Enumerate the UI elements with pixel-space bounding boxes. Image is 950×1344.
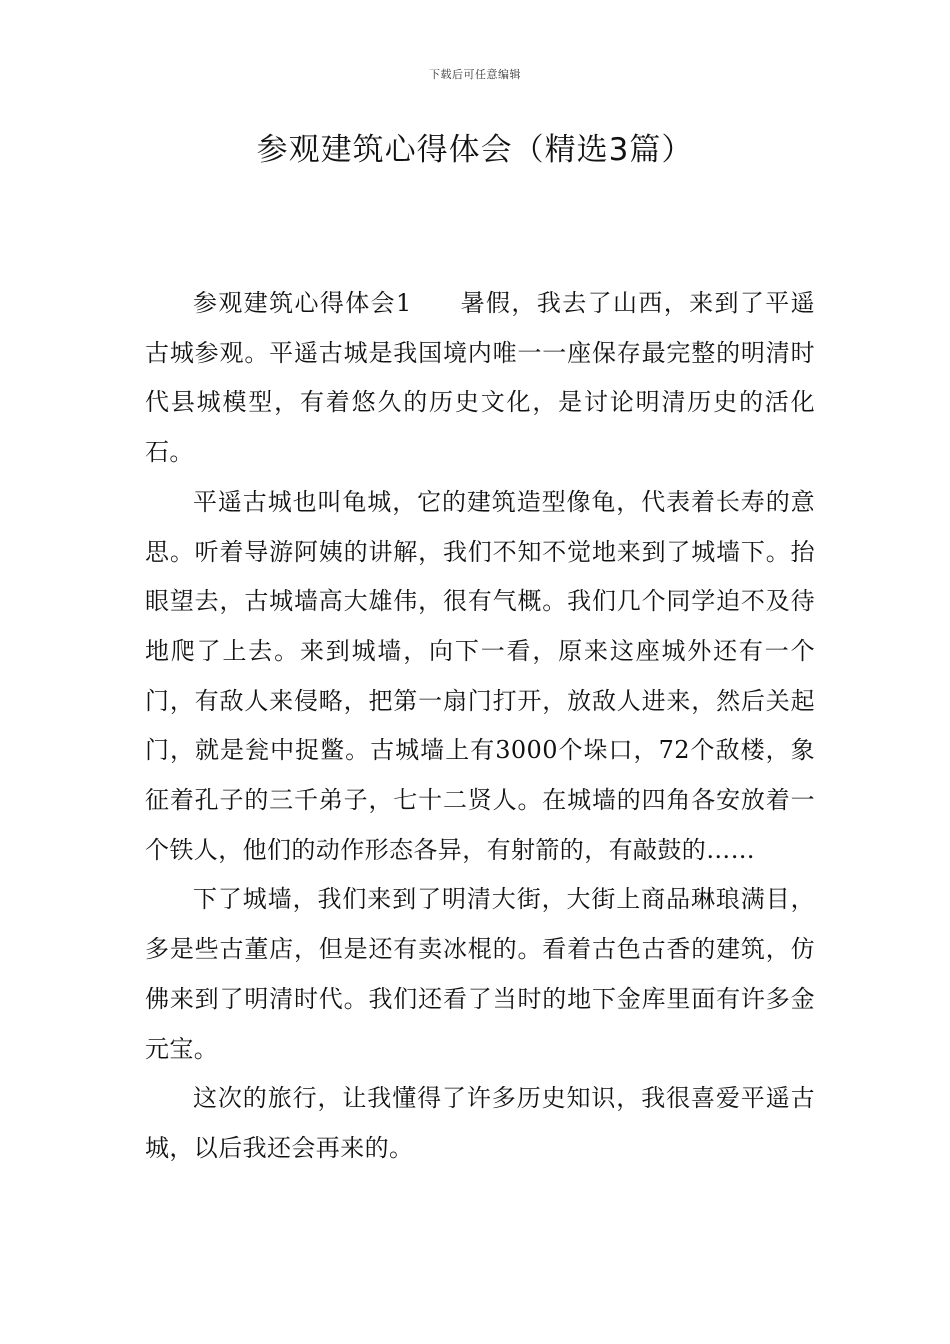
paragraph-4: 这次的旅行，让我懂得了许多历史知识，我很喜爱平遥古城，以后我还会再来的。 <box>145 1084 815 1162</box>
paragraph-1 <box>145 279 815 478</box>
paragraph-2: 平遥古城也叫龟城，它的建筑造型像龟，代表着长寿的意思。听着导游阿姨的讲解，我们不知不觉地来到了城墙下。抬眼望去，古城墙高大雄伟，很有气概。我们几个同学迫不及待地爬了上去。来到城墙，向下一看，原来这座城外还有一个门，有敌人来侵略，把第一扇门打开，放敌人进来，然后关起门，就是瓮中捉鳖。古城墙上有3000个垛口，72个敌楼，象征着孔子的三千弟子，七十二贤人。在城墙的四角各安放着一个铁人，他们的动作形态各异，有射箭的，有敲鼓的…… <box>145 487 815 864</box>
paragraph-text: 暑假，我去了山西，来到了平遥古城参观。平遥古城是我国境内唯一一座保存最完整的明清时代县城模型，有着悠久的历史文化，是讨论明清历史的活化石。 <box>145 289 815 467</box>
document-title: 参观建筑心得体会（精选3篇） <box>256 132 694 168</box>
section-heading: 参观建筑心得体会1 <box>193 289 412 317</box>
header-note: 下载后可任意编辑 <box>429 68 521 81</box>
document-body <box>145 279 815 1174</box>
paragraph-3: 下了城墙，我们来到了明清大街，大街上商品琳琅满目，多是些古董店，但是还有卖冰棍的。看着古色古香的建筑，仿佛来到了明清时代。我们还看了当时的地下金库里面有许多金元宝。 <box>145 885 815 1063</box>
